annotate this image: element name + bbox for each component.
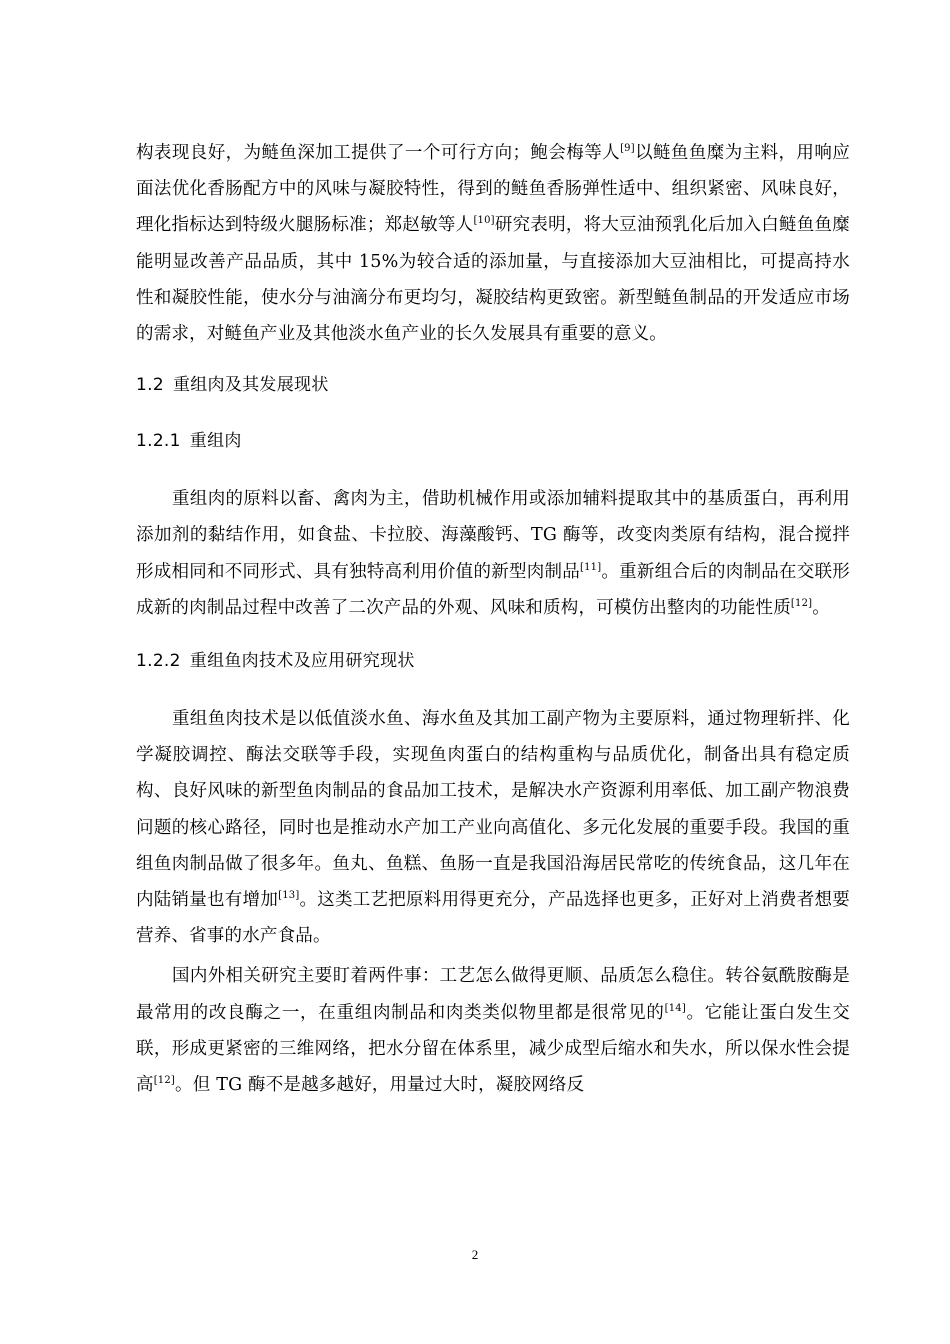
paragraph-text: 。重新组合后的肉制品在交联形成新的肉制品过程中改善了二次产品的外观、风味和质构，可模仿出整肉的功能性质	[136, 561, 850, 618]
section-title: 重组鱼肉技术及应用研究现状	[189, 651, 415, 672]
page-number: 2	[471, 1247, 479, 1262]
paragraph-text: 。它能让蛋白发生交联，形成更紧密的三维网络，把水分留在体系里，减少成型后缩水和失水，所以保水性会提高	[136, 1002, 850, 1096]
citation-ref[interactable]: [10]	[473, 215, 495, 227]
paragraph-text: 构表现良好，为鲢鱼深加工提供了一个可行方向；鲍会梅等人	[136, 143, 621, 163]
paragraph-text: 重组肉的原料以畜、禽肉为主，借助机械作用或添加辅料提取其中的基质蛋白，再利用添加剂的黏结作用，如食盐、卡拉胶、海藻酸钙、TG 酶等，改变肉类原有结构，混合搅拌形成相同和不同形式、具有独特高利用价值的新型肉制品	[136, 489, 850, 582]
paragraph-text: 重组鱼肉技术是以低值淡水鱼、海水鱼及其加工副产物为主要原料，通过物理斩拌、化学凝胶调控、酶法交联等手段，实现鱼肉蛋白的结构重构与品质优化，制备出具有稳定质构、良好风味的新型鱼肉制品的食品加工技术，是解决水产资源利用率低、加工副产物浪费问题的核心路径，同时也是推动水产加工产业向高值化、多元化发展的重要手段。我国的重组鱼肉制品做了很多年。鱼丸、鱼糕、鱼肠一直是我国沿海居民常吃的传统食品，这几年在内陆销量也有增加	[136, 709, 850, 911]
paragraph-text: 。但 TG 酶不是越多越好，用量过大时，凝胶网络反	[175, 1075, 585, 1096]
section-heading-1-2	[136, 367, 850, 403]
citation-ref[interactable]: [11]	[580, 561, 602, 573]
page-body	[136, 135, 850, 1103]
section-number: 1.2	[136, 375, 164, 396]
section-number: 1.2.2	[136, 651, 181, 672]
subsection-heading-1-2-1	[136, 423, 850, 459]
subsection-heading-1-2-2	[136, 643, 850, 679]
paragraph-text: 国内外相关研究主要盯着两件事：工艺怎么做得更顺、品质怎么稳住。转谷氨酰胺酶是最常用的改良酶之一，在重组肉制品和肉类类似物里都是很常见的	[136, 966, 850, 1023]
section-title: 重组肉及其发展现状	[172, 375, 329, 396]
paragraph-restructured-fish-tech	[136, 701, 850, 954]
paragraph-text: 研究表明，将大豆油预乳化后加入白鲢鱼鱼糜能明显改善产品品质，其中 15%为较合适的添加量，与直接添加大豆油相比，可提高持水性和凝胶性能，使水分与油滴分布更均匀，凝胶结构更致密。新型鲢鱼制品的开发适应市场的需求，对鲢鱼产业及其他淡水鱼产业的长久发展具有重要的意义。	[136, 215, 851, 345]
paragraph-text: 。这类工艺把原料用得更充分，产品选择也更多，正好对上消费者想要营养、省事的水产食品。	[136, 890, 850, 947]
section-number: 1.2.1	[136, 431, 181, 452]
paragraph-text: 。	[812, 597, 830, 618]
citation-ref[interactable]: [12]	[153, 1075, 176, 1087]
citation-ref[interactable]: [14]	[664, 1002, 686, 1014]
citation-ref[interactable]: [13]	[278, 890, 300, 902]
paragraph-research-status	[136, 958, 850, 1103]
paragraph-text: 以鲢鱼鱼糜为主料，用响应面法优化香肠配方中的风味与凝胶特性，得到的鲢鱼香肠弹性适中、组织紧密、风味良好，理化指标达到特级火腿肠标准；郑赵敏等人	[136, 143, 850, 236]
paragraph-restructured-meat	[136, 481, 850, 626]
citation-ref[interactable]: [12]	[790, 597, 813, 609]
paragraph-silver-carp-products	[136, 135, 850, 352]
citation-ref[interactable]: [9]	[620, 143, 635, 154]
section-title: 重组肉	[189, 431, 242, 452]
